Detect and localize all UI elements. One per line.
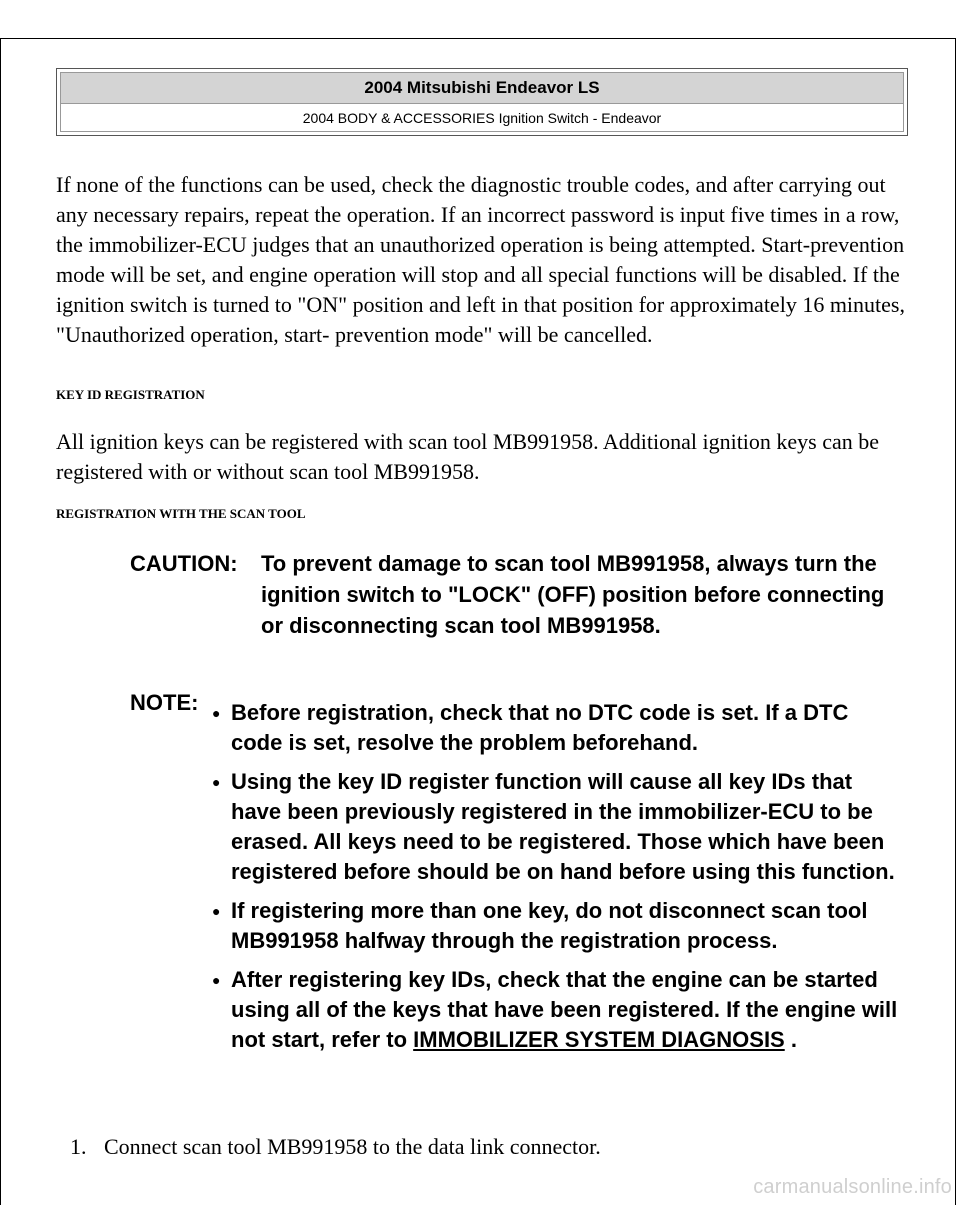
scan-tool-registration-heading: REGISTRATION WITH THE SCAN TOOL xyxy=(56,506,306,521)
note-item xyxy=(212,965,902,1055)
watermark: carmanualsonline.info xyxy=(753,1176,952,1198)
caution-label: CAUTION: xyxy=(130,551,238,576)
note-item xyxy=(212,698,902,758)
note-item-text: After registering key IDs, check that the engine can be started using all of the keys that have been registered. If the engine will not start, refer to xyxy=(231,967,898,1052)
step-text: Connect scan tool MB991958 to the data link connector. xyxy=(104,1134,601,1159)
procedure-steps xyxy=(70,1132,910,1162)
bullet-icon: ● xyxy=(212,972,221,988)
document-title: 2004 Mitsubishi Endeavor LS xyxy=(61,73,903,104)
document-subtitle: 2004 BODY & ACCESSORIES Ignition Switch - Endeavor xyxy=(61,104,903,131)
document-header-inner xyxy=(60,72,904,132)
document-header xyxy=(56,68,908,136)
caution-block xyxy=(130,548,910,641)
note-item xyxy=(212,767,902,887)
note-item-text: If registering more than one key, do not disconnect scan tool MB991958 halfway through the registration process. xyxy=(231,898,868,953)
page-border-right xyxy=(955,38,956,1205)
bullet-icon: ● xyxy=(212,903,221,919)
step-item xyxy=(70,1132,910,1162)
immobilizer-diagnosis-link[interactable]: IMMOBILIZER SYSTEM DIAGNOSIS xyxy=(413,1027,785,1052)
page-border-left xyxy=(0,38,1,1205)
bullet-icon: ● xyxy=(212,774,221,790)
note-item-text: Before registration, check that no DTC code is set. If a DTC code is set, resolve the problem beforehand. xyxy=(231,700,849,755)
note-label: NOTE: xyxy=(130,690,199,715)
intro-paragraph: If none of the functions can be used, check the diagnostic trouble codes, and after carrying out any necessary repairs, repeat the operation. If an incorrect password is input five times in a row, the immobilizer-ECU judges that an unauthorized operation is being attempted. Start-prevention mode will be set, and engine operation will stop and all special functions will be disabled. If the ignition switch is turned to "ON" position and left in that position for approximately 16 minutes, "Unauthorized operation, start- prevention mode" will be cancelled. xyxy=(56,172,905,347)
link-suffix: . xyxy=(784,1027,797,1052)
note-list xyxy=(212,698,902,1064)
key-id-registration-heading: KEY ID REGISTRATION xyxy=(56,387,205,402)
key-id-registration-text: All ignition keys can be registered with scan tool MB991958. Additional ignition keys can be registered with or without scan tool MB991958. xyxy=(56,429,880,484)
page-border-top xyxy=(0,38,955,39)
step-number: 1. xyxy=(70,1134,87,1159)
bullet-icon: ● xyxy=(212,705,221,721)
caution-text: To prevent damage to scan tool MB991958, always turn the ignition switch to "LOCK" (OFF) position before connecting or disconnecting scan tool MB991958. xyxy=(261,551,885,638)
note-item-text: Using the key ID register function will cause all key IDs that have been previously registered in the immobilizer-ECU to be erased. All keys need to be registered. Those which have been registered before should be on hand before using this function. xyxy=(231,769,895,884)
note-item xyxy=(212,896,902,956)
